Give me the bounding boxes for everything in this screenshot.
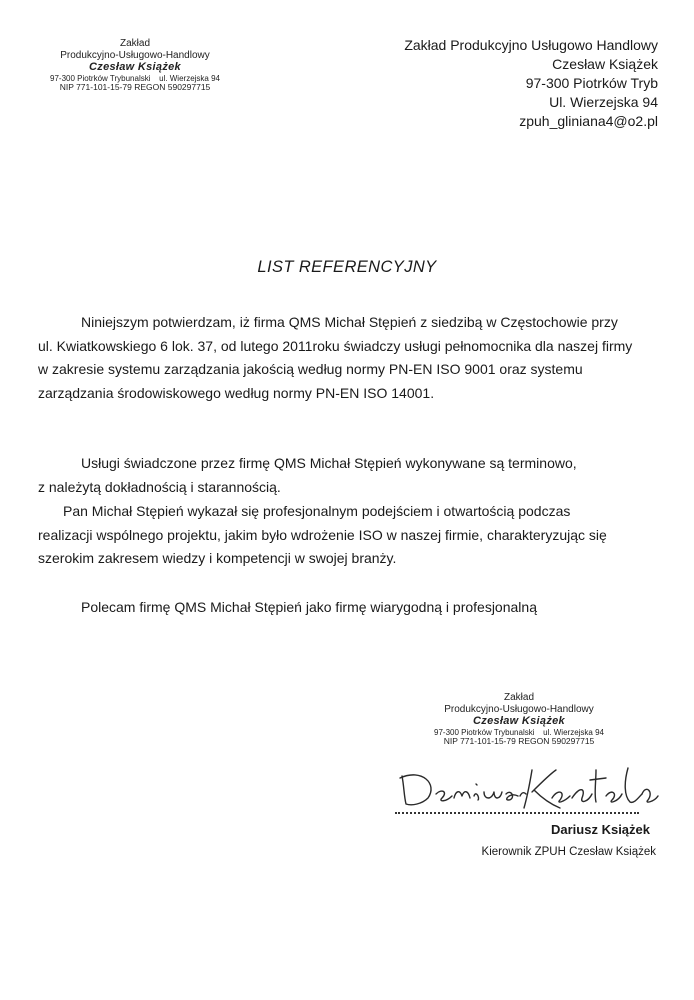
letter-title: LIST REFERENCYJNY xyxy=(257,258,437,276)
paragraph-2 xyxy=(38,452,648,499)
company-stamp-bottom xyxy=(434,692,604,747)
handwritten-signature xyxy=(392,758,662,818)
stamp-postal: 97-300 Piotrków Trybunalski xyxy=(50,73,151,83)
paragraph-line: ul. Kwiatkowskiego 6 lok. 37, od lutego 2011roku świadczy usługi pełnomocnika dla naszej firmy xyxy=(38,337,633,354)
sender-line4: Ul. Wierzejska 94 xyxy=(549,94,658,110)
signer-name: Dariusz Książek xyxy=(551,822,650,837)
paragraph-4 xyxy=(38,596,648,620)
paragraph-1 xyxy=(38,311,648,405)
paragraph-line: Usługi świadczone przez firmę QMS Michał Stępień wykonywane są terminowo, xyxy=(81,455,577,471)
stamp-nip-regon: NIP 771-101-15-79 REGON 590297715 xyxy=(443,735,595,746)
sender-email: zpuh_gliniana4@o2.pl xyxy=(519,113,658,129)
paragraph-line: realizacji wspólnego projektu, jakim było wdrożenie ISO w naszej firmie, charakteryzując się xyxy=(38,526,607,543)
sender-line3: 97-300 Piotrków Tryb xyxy=(525,75,658,91)
paragraph-line: Niniejszym potwierdzam, iż firma QMS Michał Stępień z siedzibą w Częstochowie przy xyxy=(81,314,618,330)
stamp-line1: Zakład xyxy=(119,38,150,49)
stamp-name: Czesław Książek xyxy=(89,61,181,73)
stamp-line2: Produkcyjno-Usługowo-Handlowy xyxy=(444,703,594,715)
company-stamp-top xyxy=(50,38,220,93)
stamp-nip-regon: NIP 771-101-15-79 REGON 590297715 xyxy=(59,81,211,92)
signature-dotted-line xyxy=(395,812,639,814)
stamp-street: ul. Wierzejska 94 xyxy=(543,727,604,737)
paragraph-line: szerokim zakresem wiedzy i kompetencji w swojej branży. xyxy=(38,550,397,566)
paragraph-line: Pan Michał Stępień wykazał się profesjonalnym podejściem i otwartością podczas xyxy=(63,503,571,519)
sender-line1: Zakład Produkcyjno Usługowo Handlowy xyxy=(404,37,658,53)
sender-address xyxy=(404,36,658,131)
stamp-line2: Produkcyjno-Usługowo-Handlowy xyxy=(60,49,210,61)
stamp-postal: 97-300 Piotrków Trybunalski xyxy=(434,727,535,737)
paragraph-line: Polecam firmę QMS Michał Stępień jako firmę wiarygodną i profesjonalną xyxy=(81,599,537,615)
stamp-street: ul. Wierzejska 94 xyxy=(159,73,220,83)
sender-line2: Czesław Książek xyxy=(552,56,658,72)
stamp-line1: Zakład xyxy=(503,692,534,703)
stamp-name: Czesław Książek xyxy=(473,715,565,727)
paragraph-3 xyxy=(38,500,648,571)
paragraph-line: zarządzania środowiskowego według normy PN-EN ISO 14001. xyxy=(38,384,435,401)
signer-role: Kierownik ZPUH Czesław Książek xyxy=(481,846,656,858)
paragraph-line: z należytą dokładnością i starannością. xyxy=(38,478,281,495)
paragraph-line: w zakresie systemu zarządzania jakością według normy PN-EN ISO 9001 oraz systemu xyxy=(38,361,583,377)
